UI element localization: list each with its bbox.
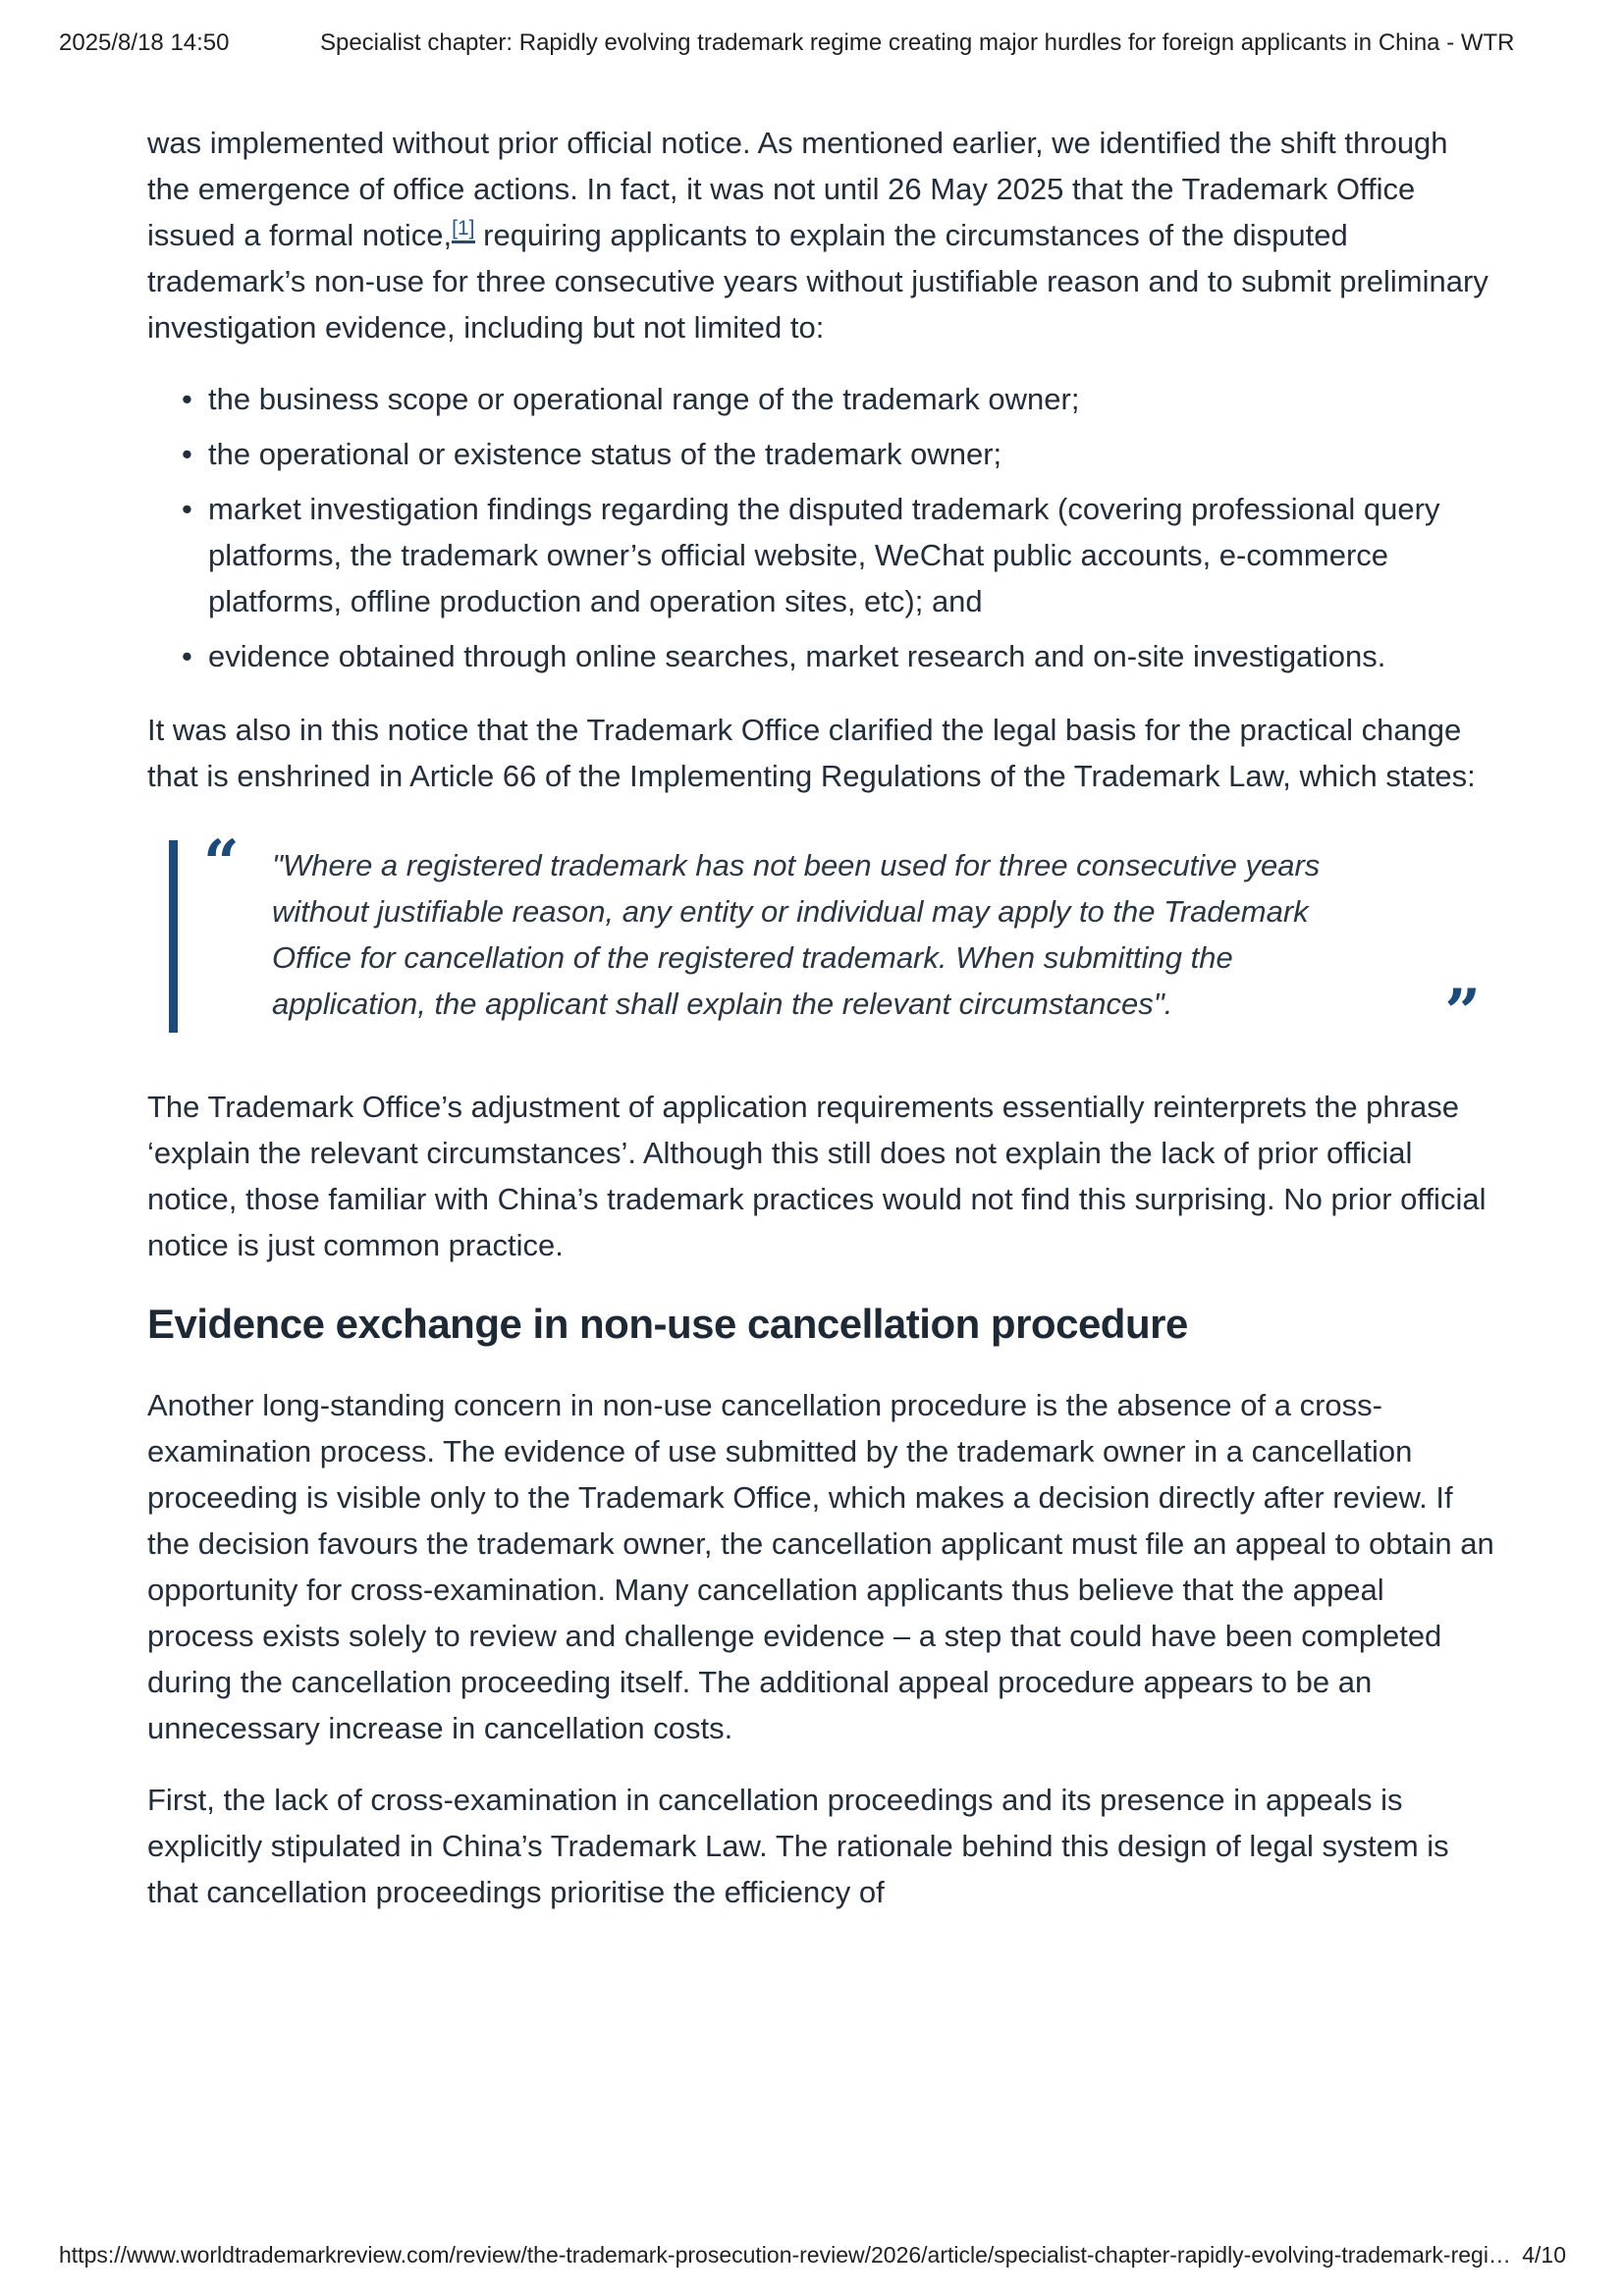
article-body: [147, 120, 1494, 1941]
source-url: https://www.worldtrademarkreview.com/review/the-trademark-prosecution-review/2026/article/specialist-chapter-rapidly-evolving-trademark-regi…: [59, 2242, 1511, 2268]
list-item: • market investigation findings regarding the disputed trademark (covering professional query platforms, the trademark owner’s official website, WeChat public accounts, e-commerce platforms, offline production and operation sites, etc); and: [208, 486, 1494, 624]
section-heading-evidence-exchange: Evidence exchange in non-use cancellation procedure: [147, 1301, 1188, 1347]
list-item: • evidence obtained through online searches, market research and on-site investigations.: [208, 633, 1494, 679]
paragraph-text: requiring applicants to explain the circumstances of the disputed trademark’s non-use for three consecutive years without justifiable reason and to submit preliminary investigation evidence, including but not limited to:: [147, 218, 1488, 345]
print-timestamp: 2025/8/18 14:50: [59, 29, 230, 56]
paragraph-reinterpretation: The Trademark Office’s adjustment of application requirements essentially reinterprets the phrase ‘explain the relevant circumstances’. Although this still does not explain the lack of prior official notice, those familiar with China’s trademark practices would not find this surprising. No prior official notice is just common practice.: [147, 1090, 1487, 1262]
article-66-blockquote: [169, 827, 1494, 1049]
document-title: Specialist chapter: Rapidly evolving trademark regime creating major hurdles for foreign applicants in China - WTR: [319, 29, 1515, 56]
paragraph-trademark-law-rationale: First, the lack of cross-examination in cancellation proceedings and its presence in appeals is explicitly stipulated in China’s Trademark Law. The rationale behind this design of legal system is that cancellation proceedings prioritise the efficiency of: [147, 1783, 1449, 1909]
page-number: 4/10: [1522, 2242, 1566, 2268]
list-item: • the business scope or operational range of the trademark owner;: [208, 376, 1494, 422]
print-footer: [59, 2242, 1566, 2269]
footnote-1-link[interactable]: [1]: [452, 217, 474, 243]
close-quote-icon: ”: [1444, 976, 1481, 1049]
open-quote-icon: “: [203, 827, 240, 900]
blockquote-text: "Where a registered trademark has not been used for three consecutive years without justifiable reason, any entity or individual may apply to the Trademark Office for cancellation of the registered trademark. When submitting the application, the applicant shall explain the relevant circumstances".: [272, 848, 1321, 1021]
print-header: [59, 29, 1566, 57]
paragraph-text: was implemented without prior official notice. As mentioned earlier, we identified the shift through the emergence of office actions. In fact, it was not until 26 May 2025 that the Trademark Office issued a formal notice,: [147, 126, 1448, 252]
paragraph-cross-examination-concern: Another long-standing concern in non-use cancellation procedure is the absence of a cross-examination process. The evidence of use submitted by the trademark owner in a cancellation proceeding is visible only to the Trademark Office, which makes a decision directly after review. If the decision favours the trademark owner, the cancellation applicant must file an appeal to obtain an opportunity for cross-examination. Many cancellation applicants thus believe that the appeal process exists solely to review and challenge evidence – a step that could have been completed during the cancellation proceeding itself. The additional appeal procedure appears to be an unnecessary increase in cancellation costs.: [147, 1388, 1494, 1745]
evidence-bullet-list: [147, 376, 1494, 679]
list-item: • the operational or existence status of the trademark owner;: [208, 431, 1494, 477]
paragraph-legal-basis: It was also in this notice that the Trademark Office clarified the legal basis for the practical change that is enshrined in Article 66 of the Implementing Regulations of the Trademark Law, which states:: [147, 713, 1476, 793]
footnote-reference-1: [452, 217, 474, 243]
paragraph-notice-requirements: [147, 120, 1494, 350]
